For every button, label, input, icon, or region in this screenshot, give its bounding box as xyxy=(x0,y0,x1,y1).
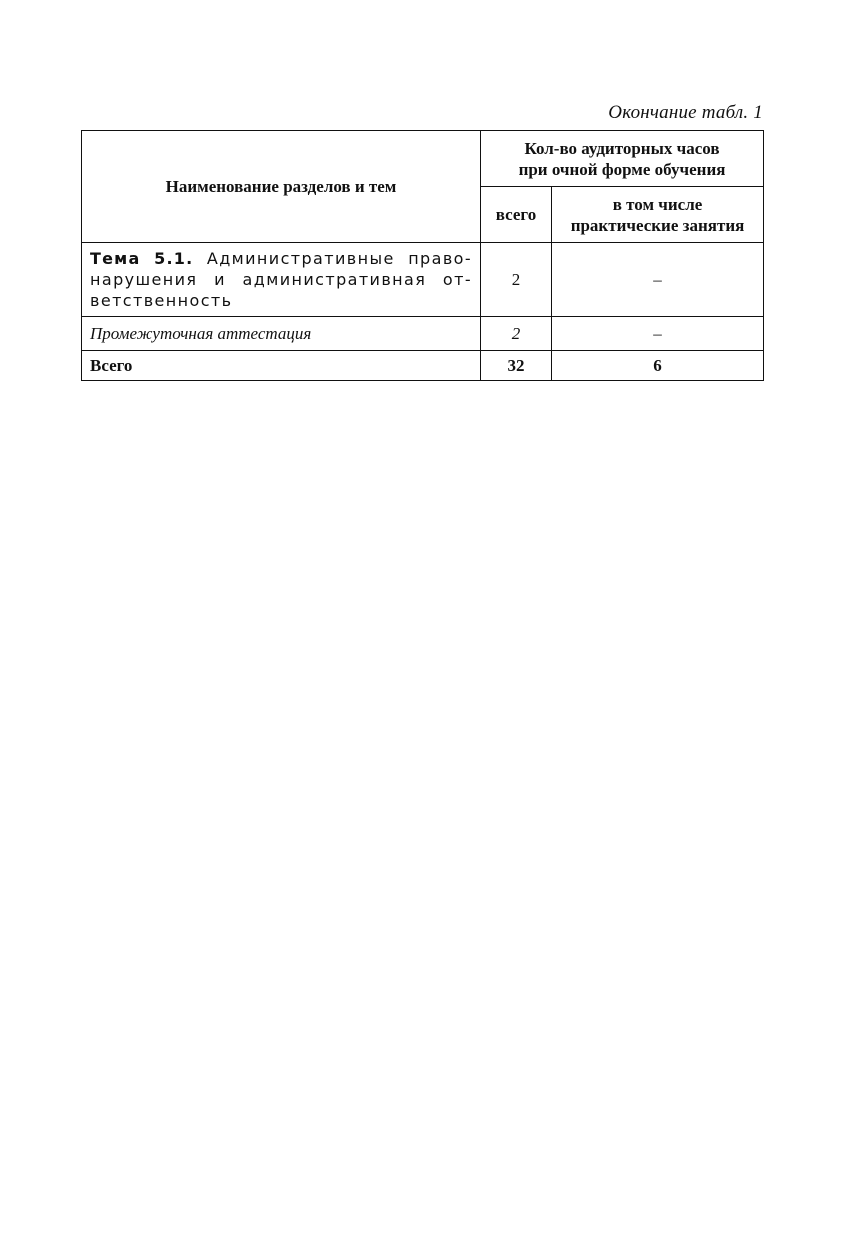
row-total-cell: 2 xyxy=(481,317,552,351)
header-total-label: всего xyxy=(495,205,537,224)
row-topic-cell xyxy=(82,243,481,317)
table-row xyxy=(82,317,764,351)
header-group-line-1: Кол-во аудиторных часов xyxy=(524,138,720,158)
row-practice-cell: 6 xyxy=(552,351,764,381)
hours-table xyxy=(81,130,764,381)
header-row-1 xyxy=(82,131,764,187)
header-total-col xyxy=(481,187,552,243)
topic-title: Административные право-нарушения и административная от-ветственность xyxy=(90,249,473,310)
table-row-total xyxy=(82,351,764,381)
header-name-label: Наименование разделов и тем xyxy=(165,177,397,196)
header-practice-col xyxy=(552,187,764,243)
topic-number: Тема 5.1. xyxy=(90,249,194,268)
header-practice-line-1: в том числе xyxy=(612,194,703,214)
row-total-cell: 2 xyxy=(481,243,552,317)
table-caption: Окончание табл. 1 xyxy=(608,102,763,123)
row-attestation-cell: Промежуточная аттестация xyxy=(82,317,481,351)
header-group-line-2: при очной форме обучения xyxy=(518,159,726,179)
table-row xyxy=(82,243,764,317)
header-name-col xyxy=(82,131,481,243)
header-practice-line-2: практические занятия xyxy=(570,215,745,235)
row-total-cell: 32 xyxy=(481,351,552,381)
row-sum-label-cell: Всего xyxy=(82,351,481,381)
row-practice-cell: – xyxy=(552,317,764,351)
row-practice-cell: – xyxy=(552,243,764,317)
header-hours-group xyxy=(481,131,764,187)
